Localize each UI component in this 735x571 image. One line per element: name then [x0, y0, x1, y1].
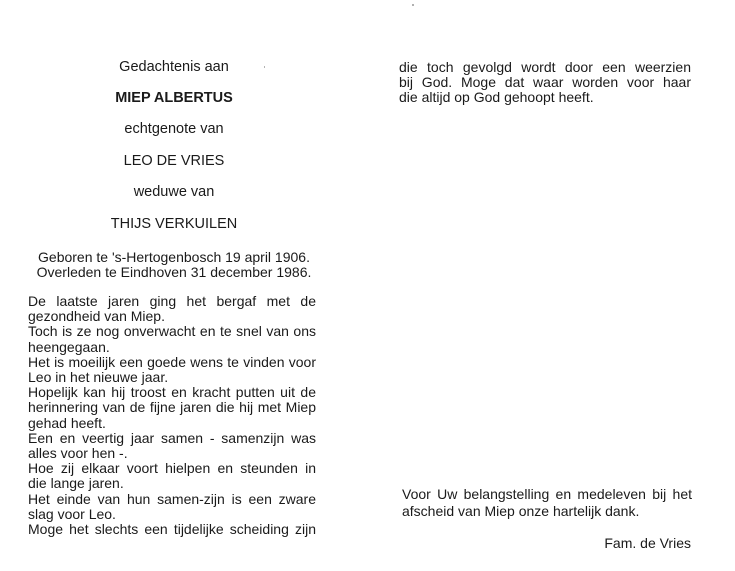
poem-line: Een en veertig jaar samen - samenzijn was — [28, 429, 316, 446]
poem-continuation — [399, 60, 691, 106]
poem-line: De laatste jaren ging het bergaf met de — [28, 293, 316, 309]
paper-speck — [412, 4, 414, 6]
poem-line: alles voor hen -. — [28, 445, 128, 462]
continuation-line: die toch gevolgd wordt door een weerzien — [399, 59, 691, 75]
widow-relation: weduwe van — [133, 184, 215, 200]
poem-line: Moge het slechts een tijdelijke scheiding zijn — [28, 521, 316, 538]
memorial-heading: Gedachtenis aan — [119, 59, 229, 75]
late-spouse-name: THIJS VERKUILEN — [110, 216, 238, 232]
poem-line: die lange jaren. — [28, 475, 124, 492]
deceased-name: MIEP ALBERTUS — [115, 90, 233, 106]
poem-line: Het einde van hun samen-zijn is een zware — [28, 490, 316, 507]
thanks-line: afscheid van Miep onze hartelijk dank. — [402, 503, 640, 519]
poem-line: Hopelijk kan hij troost en kracht putten uit de — [28, 384, 316, 401]
thanks-text — [402, 486, 692, 520]
poem-line: Leo in het nieuwe jaar. — [28, 369, 169, 386]
paper-speck — [264, 66, 265, 68]
continuation-line: bij God. Moge dat waar worden voor haar — [399, 74, 691, 91]
poem-line: gehad heeft. — [28, 414, 106, 431]
born-line: Geboren te 's-Hertogenbosch 19 april 1906. — [38, 249, 310, 265]
right-panel — [399, 60, 695, 106]
poem-line: slag voor Leo. — [28, 505, 116, 522]
poem-line: Hoe zij elkaar voort hielpen en steunden in — [28, 460, 316, 477]
poem-line: Het is moeilijk een goede wens te vinden voor — [28, 353, 316, 370]
poem-text — [28, 294, 316, 537]
spouse-relation: echtgenote van — [124, 121, 224, 137]
spouse-name: LEO DE VRIES — [123, 153, 225, 169]
poem-line: gezondheid van Miep. — [28, 308, 165, 325]
family-signature: Fam. de Vries — [604, 535, 691, 551]
continuation-line: die altijd op God gehoopt heeft. — [399, 89, 594, 106]
poem-line: heengegaan. — [28, 338, 110, 355]
thanks-line: Voor Uw belangstelling en medeleven bij het — [402, 486, 692, 502]
poem-line: Toch is ze nog onverwacht en te snel van ons — [28, 323, 316, 340]
poem-line: herinnering van de fijne jaren die hij met Miep — [28, 399, 316, 416]
died-line: Overleden te Eindhoven 31 december 1986. — [36, 264, 312, 280]
